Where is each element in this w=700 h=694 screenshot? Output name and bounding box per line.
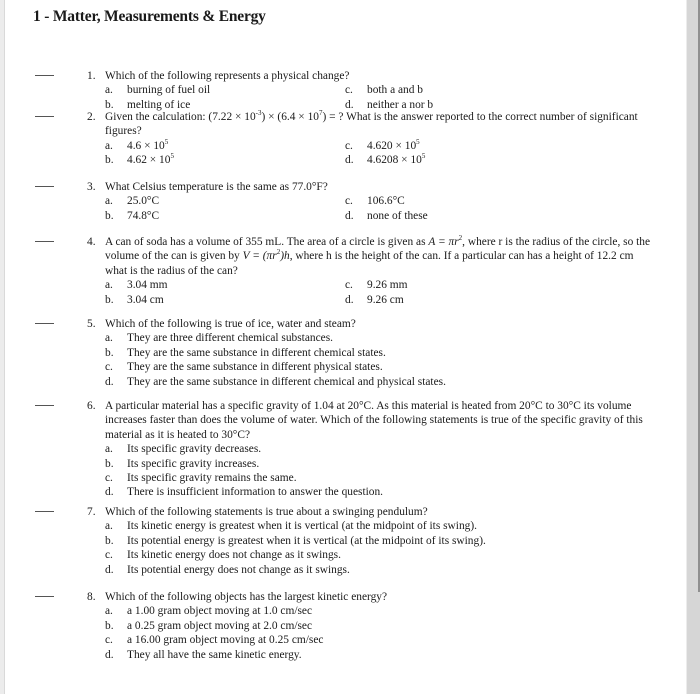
option-b: b. They are the same substance in different chemical states. (105, 346, 386, 359)
answer-blank-3[interactable] (35, 186, 54, 187)
option-c: c. Its specific gravity remains the same. (105, 472, 297, 484)
answer-blank-8[interactable] (35, 596, 54, 597)
question-stem: Which of the following represents a physical change? (105, 70, 350, 82)
option-b: b. Its potential energy is greatest when it is vertical (at the midpoint of its swing). (105, 534, 486, 547)
question-stem: Which of the following objects has the largest kinetic energy? (105, 591, 388, 603)
question-number: 1. (87, 70, 96, 82)
option-a: a. Its kinetic energy is greatest when it is vertical (at the midpoint of its swing). (105, 520, 477, 533)
option-d: d. They are the same substance in different chemical and physical states. (105, 375, 446, 388)
option-d: d. There is insufficient information to answer the question. (105, 486, 384, 499)
answer-blank-6[interactable] (35, 405, 54, 406)
answer-blank-1[interactable] (35, 75, 54, 76)
option-a: a. a 1.00 gram object moving at 1.0 cm/sec (105, 605, 313, 618)
answer-blank-7[interactable] (35, 511, 54, 512)
option-c: c. They are the same substance in different physical states. (105, 361, 383, 374)
vertical-scrollbar[interactable] (686, 0, 700, 694)
page-title: 1 - Matter, Measurements & Energy (33, 8, 266, 25)
question-number: 5. (87, 318, 96, 330)
question-stem: Which of the following is true of ice, water and steam? (105, 318, 356, 330)
question-stem: Given the calculation: $(7.22 \times 10^{-3}) \times (6.4 \times 10^7)$ = ? What is the answer reported to the correct number of significant figures? (105, 109, 638, 138)
option-c: c. a 16.00 gram object moving at 0.25 cm/sec (105, 634, 324, 647)
question-number: 7. (87, 506, 96, 518)
option-d: d. They all have the same kinetic energy. (105, 648, 302, 661)
question-stem: What Celsius temperature is the same as 77.0°F? (105, 181, 328, 193)
option-d: d. Its potential energy does not change as it swings. (105, 563, 350, 576)
question-stem: Which of the following statements is true about a swinging pendulum? (105, 506, 428, 518)
question-number: 3. (87, 181, 96, 193)
option-a: a. They are three different chemical substances. (105, 332, 333, 345)
question-stem: A particular material has a specific gravity of 1.04 at 20°C. As this material is heated from 20°C to 30°C its volume increases faster than does the volume of water. Which of the following statements is true of the specific gravity of this material as it is heated to 30°C? (105, 400, 643, 441)
question-number: 8. (87, 591, 96, 603)
option-a: a. Its specific gravity decreases. (105, 443, 262, 456)
option-b: b. a 0.25 gram object moving at 2.0 cm/sec (105, 619, 313, 632)
question-stem: A can of soda has a volume of 355 mL. The area of a circle is given as $A = \pi r^2$, where r is the radius of the circle, so the volume of the can is given by $V = (\pi r^2)h$, where h is the height of the can. If a particular can has a height of 12.2 cm what is the radius of the can? (105, 234, 651, 277)
document-page: 1 - Matter, Measurements & Energy 1. Which of the following represents a physical change? a. burning of fuel oil c. both a and b b. melting of ice d. neither a nor b 2. Given the calculation: $(7.22 \times 10^{-3}) \times (6.4 \times 10^7)$ = ? What is the answer reported to the correct number of significant figures? a. $4.6 \times 10^5$ c. $4.620 \times 10^5$ b. $4.62 \times 10^5$ d. $4.6208 \times 10^5$ 3. What Celsius temperature is the same as 77.0°F? a. 25.0°C c. 106.6°C b. 74.8°C d. none of these 4. A can of soda has a volume of 355 mL. The area of a circle is given as $A = \pi r^2$, where r is the radius of the circle, so the volume of the can is given by $V = (\pi r^2)h$, where h is the height of the can. If a particular can has a height of 12.2 cm what is the radius of the can? a. 3.04 mm c. 9.26 mm b. 3.04 cm d. 9.26 cm 5. Which of the following is true of ice, water and steam? a. They are three different chemical substances. b. They are the same substance in different chemical states. c. They are the same substance in different physical states. d. They are the same substance in different chemical and physical states. 6. A particular material has a specific gravity of 1.04 at 20°C. As this material is heated from 20°C to 30°C its volume increases faster than does the volume of water. Which of the following statements is true of the specific gravity of this material as it is heated to 30°C? a. Its specific gravity decreases. b. Its specific gravity increases. c. Its specific gravity remains the same. d. There is insufficient information to answer the question. 7. Which of the following statements is true about a swinging pendulum? a. Its kinetic energy is greatest when it is vertical (at the midpoint of its swing). b. Its potential energy is greatest when it is vertical (at the midpoint of its swing). c. Its kinetic energy does not change as it swings. d. Its potential energy does not change as it swings. 8. Which of the following objects has the largest kinetic energy? a. a 1.00 gram object moving at 1.0 cm/sec b. a 0.25 gram object moving at 2.0 cm/sec c. a 16.00 gram object moving at 0.25 cm/sec d. They all have the same kinetic energy. (5, 0, 686, 694)
answer-blank-4[interactable] (35, 241, 54, 242)
question-number: 6. (87, 400, 96, 412)
question-number: 4. (87, 236, 96, 248)
question-number: 2. (87, 111, 96, 123)
answer-blank-5[interactable] (35, 323, 54, 324)
option-c: c. Its kinetic energy does not change as it swings. (105, 549, 341, 562)
answer-blank-2[interactable] (35, 116, 54, 117)
option-b: b. Its specific gravity increases. (105, 457, 260, 470)
